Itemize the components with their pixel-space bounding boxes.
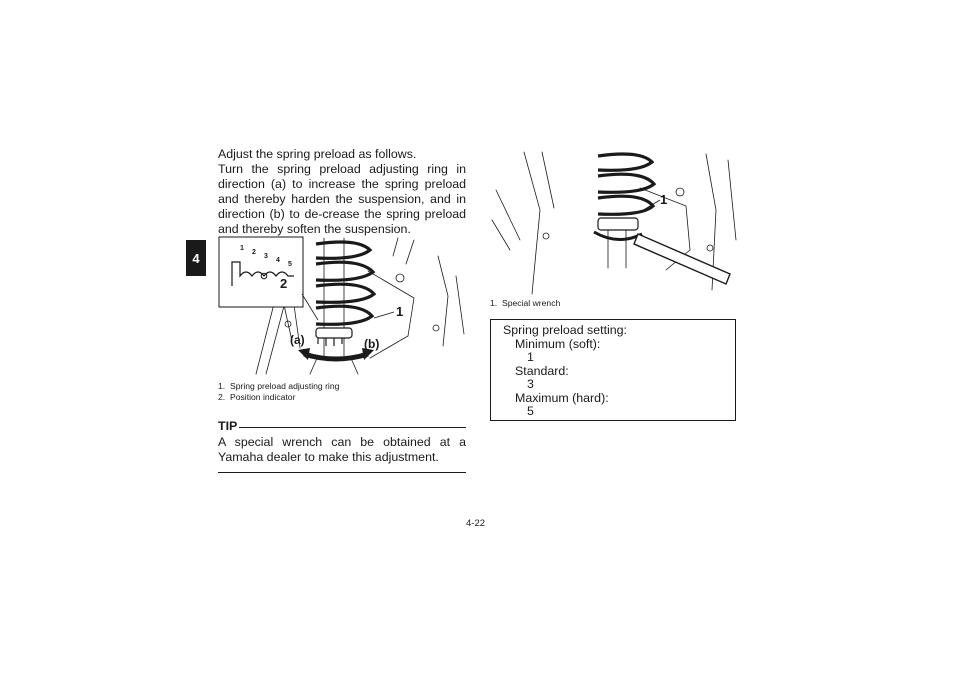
tip-text: A special wrench can be obtained at a Yamaha dealer to make this adjustment. xyxy=(218,435,466,464)
spring-coils xyxy=(316,242,374,324)
intro-text xyxy=(218,147,466,237)
spec-box xyxy=(490,319,736,421)
caption-item: 1. Special wrench xyxy=(490,298,561,308)
spec-title: Spring preload setting: xyxy=(503,323,627,337)
spec-max-label: Maximum (hard): xyxy=(515,390,609,405)
adjusting-ring xyxy=(598,218,638,230)
figure1-captions xyxy=(218,381,339,403)
bolt-top xyxy=(676,188,684,196)
figure-preload-ring xyxy=(218,236,466,376)
direction-a-label: (a) xyxy=(290,333,305,347)
frame-lower-left xyxy=(492,190,520,250)
page-number: 4-22 xyxy=(466,518,486,529)
callout-2: 2 xyxy=(280,276,288,291)
intro-lead: Adjust the spring preload as follows. xyxy=(218,147,417,161)
tip-box xyxy=(218,418,466,473)
caption-item: 1. Spring preload adjusting ring xyxy=(218,381,340,391)
spec-min-label: Minimum (soft): xyxy=(515,336,601,351)
position-label: 1 xyxy=(240,245,244,252)
spec-max-value: 5 xyxy=(527,404,534,418)
spec-std-label: Standard: xyxy=(515,363,569,378)
tip-end-rule xyxy=(218,472,466,473)
tip-heading: TIP xyxy=(218,418,466,433)
tip-rule xyxy=(239,427,466,428)
special-wrench xyxy=(594,232,730,284)
direction-arc xyxy=(304,354,368,359)
bolt-left xyxy=(543,233,549,239)
position-label: 2 xyxy=(252,249,256,256)
position-label: 4 xyxy=(276,257,280,264)
callout-1: 1 xyxy=(396,304,404,319)
caption-item: 2. Position indicator xyxy=(218,392,296,402)
inset-position-indicator xyxy=(219,237,318,320)
arrow-head-a xyxy=(298,348,310,360)
spec-std-value: 3 xyxy=(527,377,534,391)
position-label: 5 xyxy=(288,261,292,268)
bolt-top xyxy=(396,274,404,282)
spec-min-value: 1 xyxy=(527,350,534,364)
chapter-tab xyxy=(186,240,206,276)
position-label: 3 xyxy=(264,253,268,260)
frame-left xyxy=(524,152,554,294)
bolt-right xyxy=(707,245,713,251)
spring-coils xyxy=(598,154,654,214)
direction-b-label: (b) xyxy=(364,337,380,351)
adjusting-ring xyxy=(316,328,352,346)
callout-1: 1 xyxy=(660,192,668,207)
figure-special-wrench xyxy=(490,150,738,296)
bolt-right xyxy=(433,325,439,331)
leader-line-1 xyxy=(374,312,394,318)
chapter-number: 4 xyxy=(192,250,200,266)
intro-body: Turn the spring preload adjusting ring in direction (a) to increase the spring preload and thereby harden the suspension, and in direction (b) to de-crease the spring preload and thereby soften the suspension. xyxy=(218,162,466,236)
figure2-captions xyxy=(490,298,560,309)
inset-leader xyxy=(302,294,318,320)
shock-lower xyxy=(608,230,626,268)
